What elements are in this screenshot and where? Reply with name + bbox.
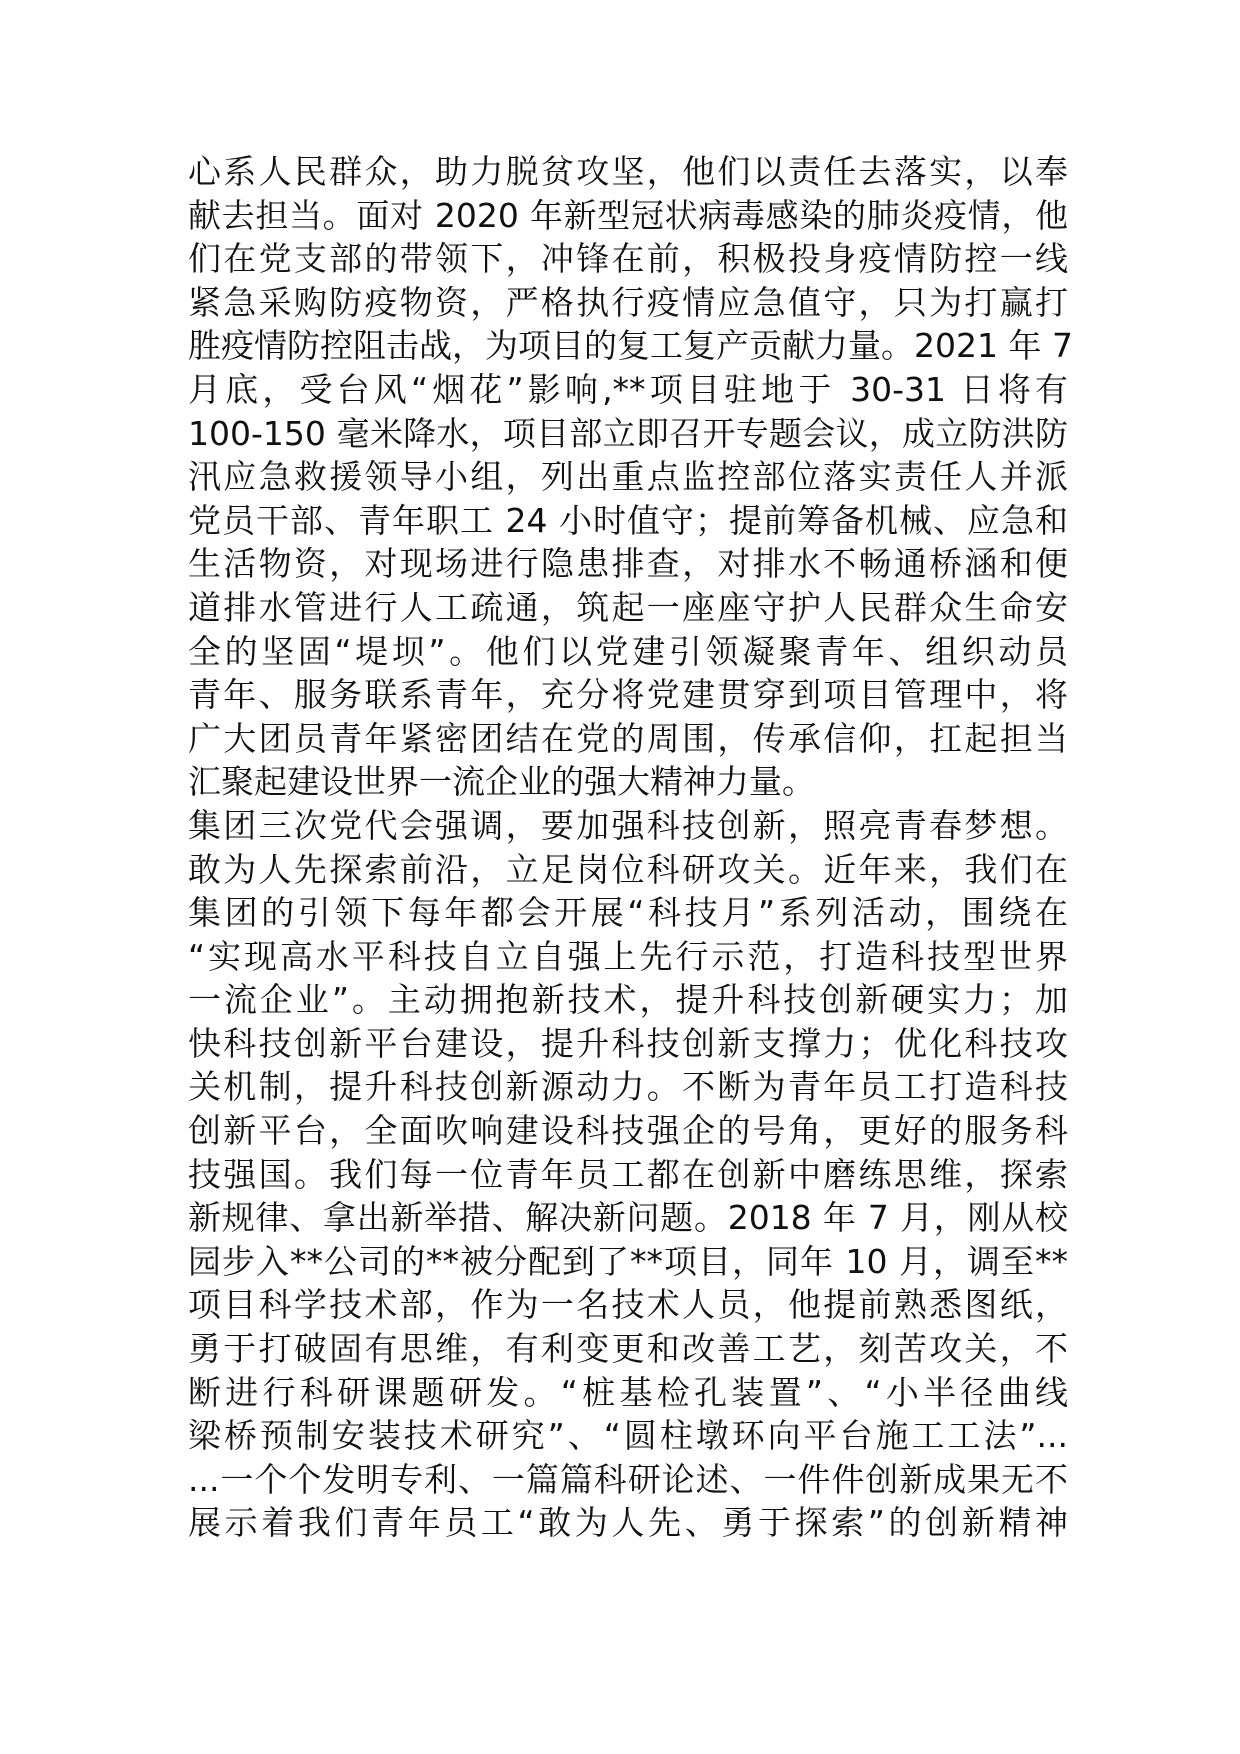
text-line: 党员干部、青年职工 24 小时值守；提前筹备机械、应急和 <box>188 500 1068 540</box>
text-line: 新规律、拿出新举措、解决新问题。2018 年 7 月，刚从校 <box>188 1198 1068 1238</box>
text-line: 100-150 毫米降水，项目部立即召开专题会议，成立防洪防 <box>188 413 1068 453</box>
text-line: 创新平台，全面吹响建设科技强企的号角，更好的服务科 <box>188 1111 1068 1151</box>
text-line: 们在党支部的带领下，冲锋在前，积极投身疫情防控一线 <box>188 239 1068 279</box>
text-line: 胜疫情防控阻击战，为项目的复工复产贡献力量。2021 年 7 <box>188 326 1073 366</box>
text-line: 快科技创新平台建设，提升科技创新支撑力；优化科技攻 <box>188 1023 1068 1063</box>
text-line: ...一个个发明专利、一篇篇科研论述、一件件创新成果无不 <box>188 1459 1068 1499</box>
text-line: 汛应急救援领导小组，列出重点监控部位落实责任人并派 <box>188 457 1068 497</box>
text-line: 集团三次党代会强调，要加强科技创新，照亮青春梦想。 <box>188 805 1068 845</box>
text-line: 月底，受台风“烟花”影响,**项目驻地于 30-31 日将有 <box>188 369 1068 409</box>
text-line: 道排水管进行人工疏通，筑起一座座守护人民群众生命安 <box>188 587 1068 627</box>
text-line: 梁桥预制安装技术研究”、“圆柱墩环向平台施工工法”... <box>188 1416 1068 1456</box>
text-line: 展示着我们青年员工“敢为人先、勇于探索”的创新精神 <box>188 1503 1068 1543</box>
text-line: 园步入**公司的**被分配到了**项目，同年 10 月，调至** <box>188 1241 1068 1281</box>
text-line: 项目科学技术部，作为一名技术人员，他提前熟悉图纸， <box>188 1285 1068 1325</box>
text-line: 全的坚固“堤坝”。他们以党建引领凝聚青年、组织动员 <box>188 631 1068 671</box>
text-line: 断进行科研课题研发。“桩基检孔装置”、“小半径曲线 <box>188 1372 1068 1412</box>
text-line: 青年、服务联系青年，充分将党建贯穿到项目管理中，将 <box>188 675 1068 715</box>
text-line: 集团的引领下每年都会开展“科技月”系列活动，围绕在 <box>188 893 1068 933</box>
text-line: 勇于打破固有思维，有利变更和改善工艺，刻苦攻关，不 <box>188 1329 1068 1369</box>
text-line: 献去担当。面对 2020 年新型冠状病毒感染的肺炎疫情，他 <box>188 195 1068 235</box>
text-line: 关机制，提升科技创新源动力。不断为青年员工打造科技 <box>188 1067 1068 1107</box>
text-line: 敢为人先探索前沿，立足岗位科研攻关。近年来，我们在 <box>188 849 1068 889</box>
text-line: 技强国。我们每一位青年员工都在创新中磨练思维，探索 <box>188 1154 1068 1194</box>
text-line: 心系人民群众，助力脱贫攻坚，他们以责任去落实，以奉 <box>188 152 1068 191</box>
text-line: 紧急采购防疫物资，严格执行疫情应急值守，只为打赢打 <box>188 282 1068 322</box>
text-line: “实现高水平科技自立自强上先行示范，打造科技型世界 <box>188 936 1068 976</box>
text-line: 生活物资，对现场进行隐患排查，对排水不畅通桥涵和便 <box>188 544 1068 584</box>
body-text <box>188 150 1073 1545</box>
text-line: 汇聚起建设世界一流企业的强大精神力量。 <box>188 762 815 802</box>
text-line: 一流企业”。主动拥抱新技术，提升科技创新硬实力；加 <box>188 980 1068 1020</box>
text-line: 广大团员青年紧密团结在党的周围，传承信仰，扛起担当 <box>188 718 1068 758</box>
